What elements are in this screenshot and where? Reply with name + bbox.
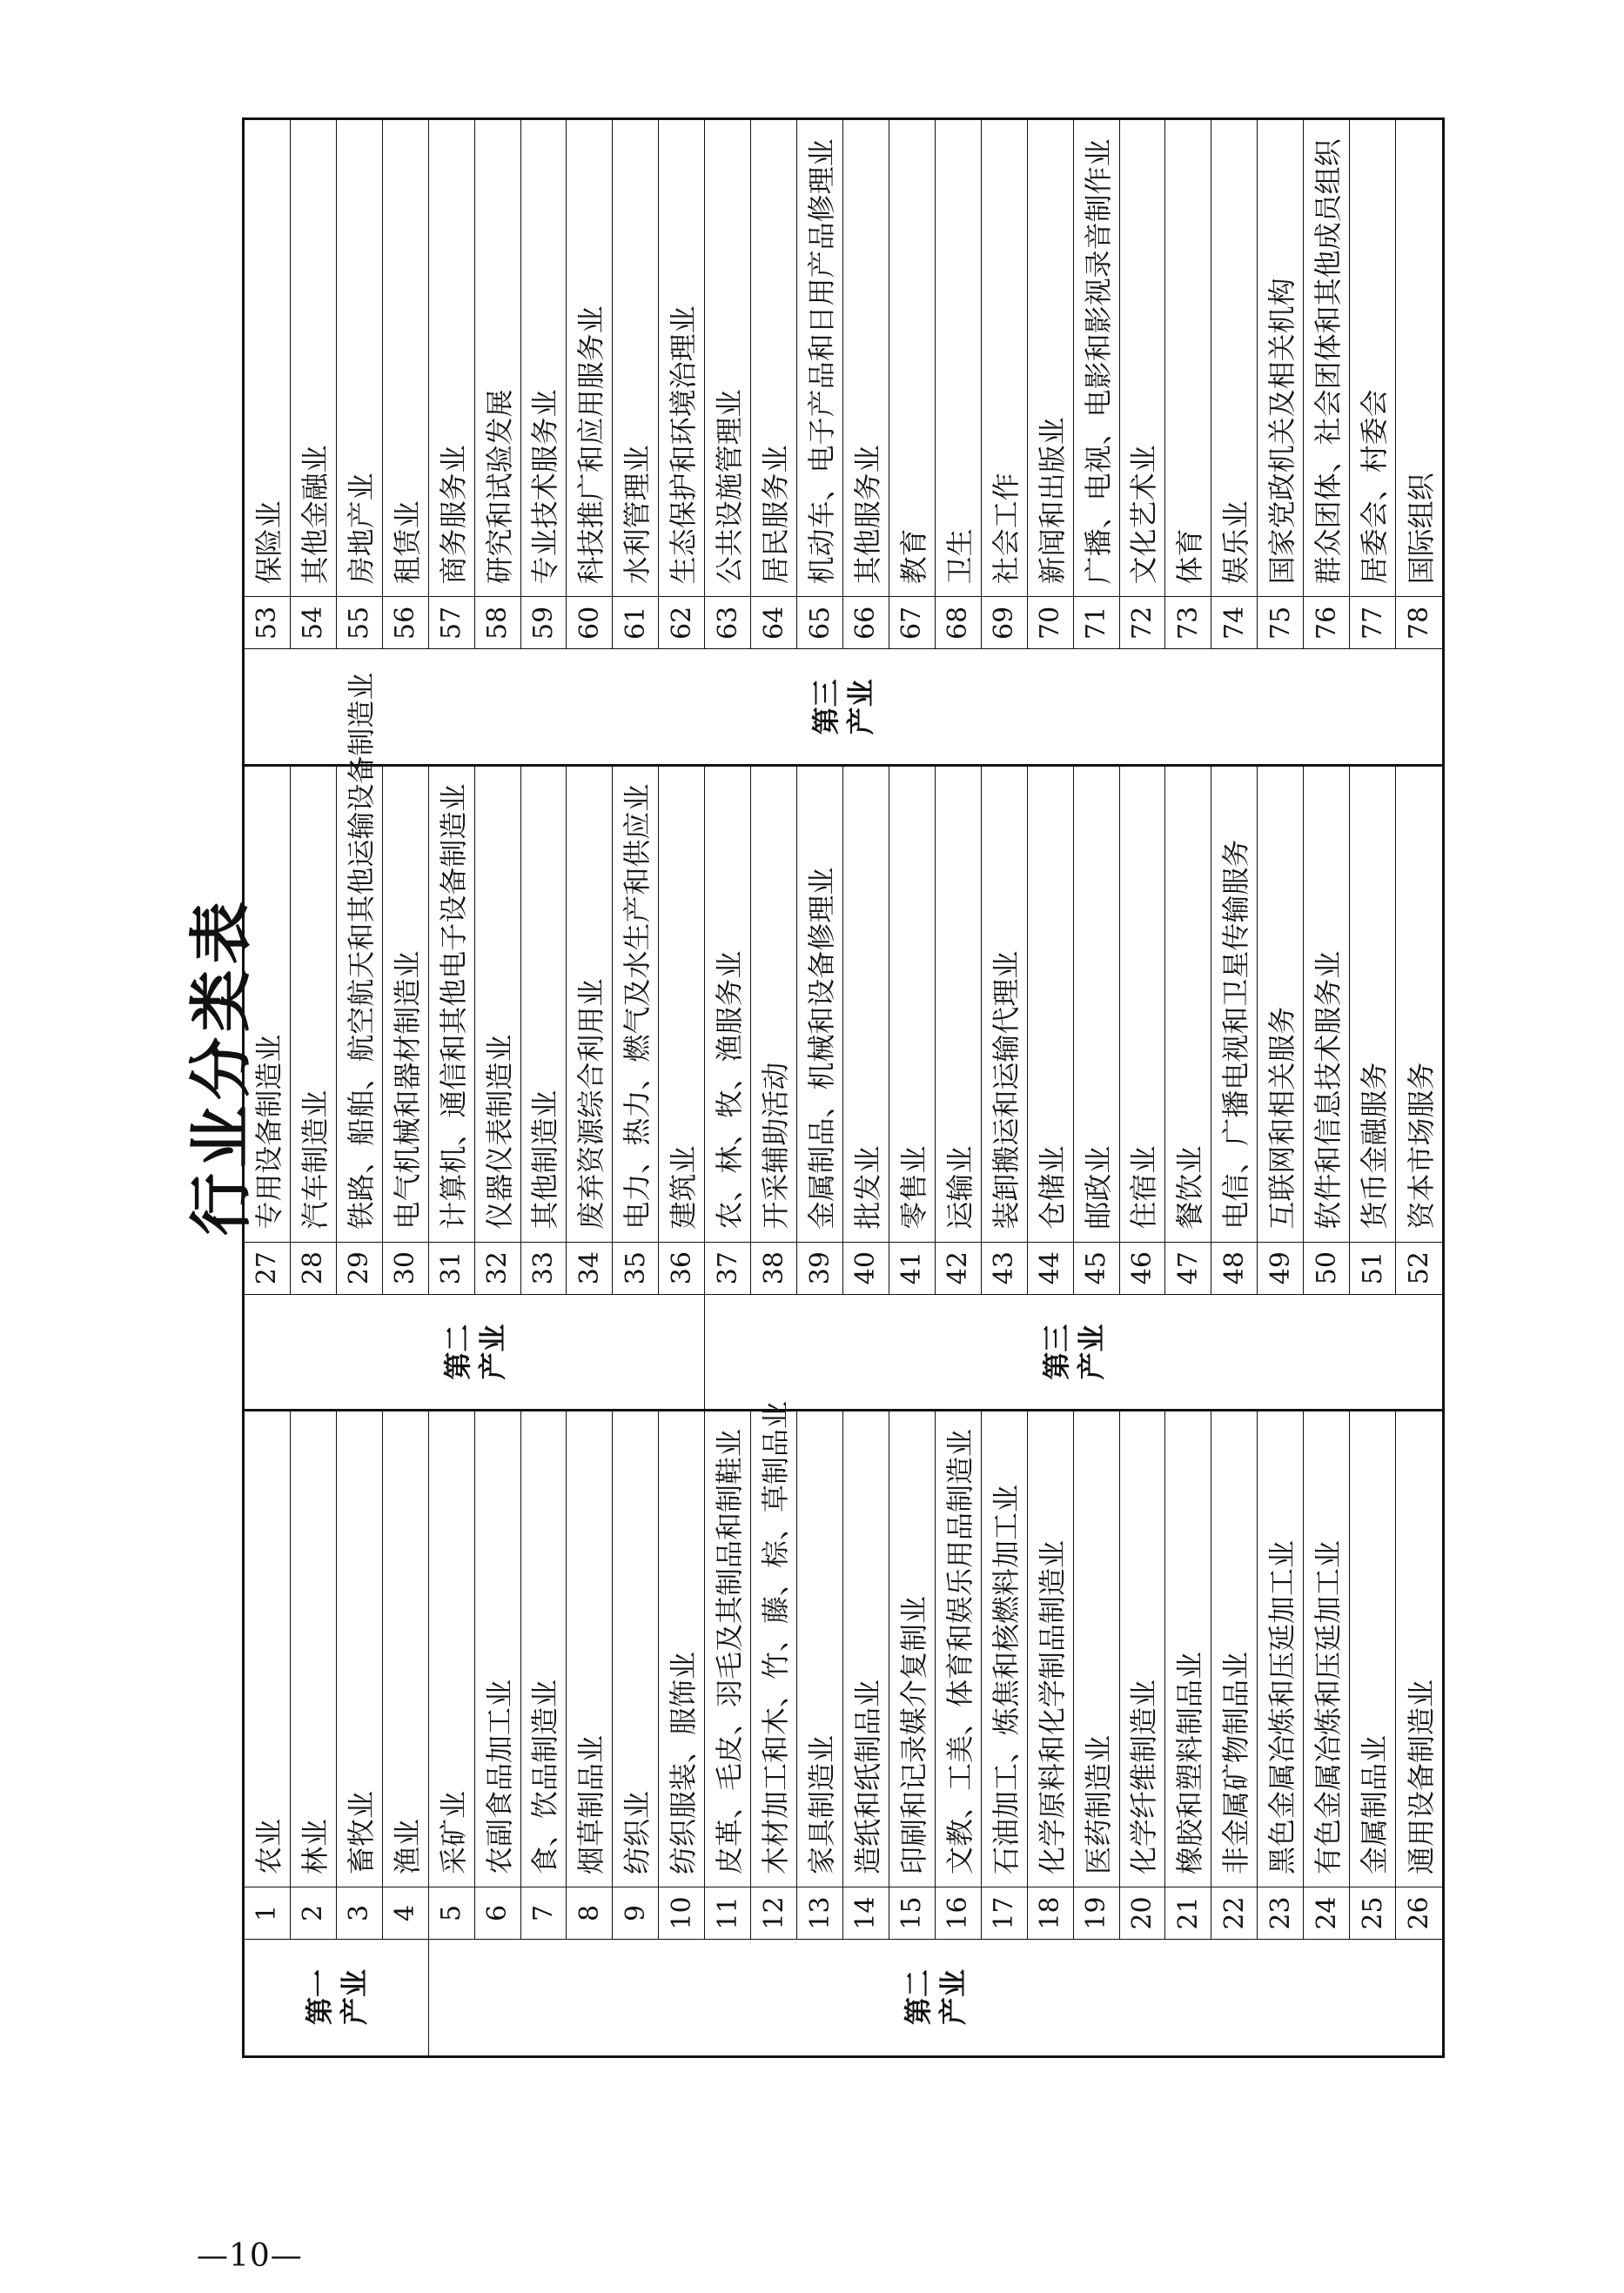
industry-name: 装卸搬运和运输代理业 [989, 950, 1023, 1230]
row-number: 18 [1028, 1887, 1073, 1939]
industry-name: 农、林、牧、渔服务业 [713, 950, 747, 1230]
table-row [1074, 765, 1120, 1293]
table-row [1028, 1411, 1074, 1939]
row-number: 77 [1350, 596, 1395, 648]
table-row [1258, 1411, 1304, 1939]
industry-name: 保险业 [252, 500, 285, 585]
industry-name: 居委会、村委会 [1358, 389, 1392, 585]
table-row [337, 1411, 383, 1939]
sector-label [901, 1969, 970, 2025]
industry-name: 水利管理业 [621, 445, 654, 585]
row-number: 58 [475, 596, 520, 648]
table-row [1396, 1411, 1442, 1939]
industry-name: 其他服务业 [850, 445, 884, 585]
table-row [291, 765, 337, 1293]
industry-name: 金属制品、机械和设备修理业 [805, 867, 839, 1230]
industry-name: 农业 [252, 1818, 285, 1874]
industry-name: 社会工作 [989, 473, 1023, 585]
industry-name: 租赁业 [390, 500, 424, 585]
table-row [1258, 765, 1304, 1293]
table-row [1211, 765, 1258, 1293]
row-number: 63 [705, 596, 750, 648]
row-number: 38 [751, 1242, 796, 1294]
row-number: 56 [383, 596, 428, 648]
industry-name: 医药制造业 [1081, 1734, 1115, 1874]
industry-name: 电信、广播电视和卫星传输服务 [1219, 839, 1253, 1230]
row-number: 4 [383, 1887, 428, 1939]
sector-label [809, 679, 878, 734]
table-row [797, 1411, 843, 1939]
row-number: 36 [659, 1242, 704, 1294]
table-row [982, 120, 1028, 648]
row-number: 73 [1165, 596, 1211, 648]
row-number: 41 [889, 1242, 935, 1294]
table-row [429, 1411, 475, 1939]
table-row [475, 120, 521, 648]
row-number: 75 [1258, 596, 1303, 648]
industry-name: 纺织业 [621, 1790, 654, 1874]
industry-name: 烟草制品业 [574, 1734, 608, 1874]
industry-name: 商务服务业 [436, 445, 470, 585]
industry-name: 公共设施管理业 [713, 389, 747, 585]
row-number: 29 [337, 1242, 382, 1294]
page-number: —10— [197, 2238, 303, 2274]
row-number: 23 [1258, 1887, 1303, 1939]
table-row [843, 765, 889, 1293]
sector-label-line1: 第一 [302, 1968, 336, 2025]
table-row [889, 120, 936, 648]
row-number: 49 [1258, 1242, 1303, 1294]
row-number: 48 [1211, 1242, 1257, 1294]
row-number: 9 [613, 1887, 658, 1939]
row-number: 50 [1304, 1242, 1349, 1294]
industry-name: 农副食品加工业 [482, 1679, 516, 1874]
table-row [797, 765, 843, 1293]
row-number: 17 [982, 1887, 1027, 1939]
table-row [291, 120, 337, 648]
industry-name: 金属制品业 [1358, 1734, 1392, 1874]
row-number: 15 [889, 1887, 935, 1939]
table-row [291, 1411, 337, 1939]
row-number: 45 [1074, 1242, 1119, 1294]
industry-name: 居民服务业 [759, 445, 793, 585]
industry-name: 计算机、通信和其他电子设备制造业 [436, 783, 470, 1230]
row-number: 25 [1350, 1887, 1395, 1939]
industry-name: 机动车、电子产品和日用产品修理业 [805, 138, 839, 585]
row-number: 6 [475, 1887, 520, 1939]
sector-group [245, 1939, 429, 2055]
sector-group [245, 648, 1442, 765]
sector-label-line1: 第二 [901, 1968, 935, 2025]
row-number: 8 [567, 1887, 612, 1939]
row-number: 47 [1165, 1242, 1211, 1294]
table-row [245, 1411, 291, 1939]
industry-name: 造纸和纸制品业 [850, 1679, 884, 1874]
industry-name: 专业技术服务业 [528, 389, 562, 585]
row-number: 68 [936, 596, 981, 648]
table-row [1396, 120, 1442, 648]
row-number: 62 [659, 596, 704, 648]
row-number: 24 [1304, 1887, 1349, 1939]
sector-label-line1: 第三 [809, 679, 842, 735]
row-number: 32 [475, 1242, 520, 1294]
row-number: 59 [521, 596, 567, 648]
table-row [1211, 1411, 1258, 1939]
industry-name: 黑色金属冶炼和压延加工业 [1265, 1539, 1299, 1874]
table-row [751, 765, 797, 1293]
row-number: 65 [797, 596, 842, 648]
table-row [1120, 1411, 1166, 1939]
row-number: 54 [291, 596, 336, 648]
row-number: 2 [291, 1887, 336, 1939]
table-row [475, 765, 521, 1293]
table-row [1258, 120, 1304, 648]
table-row [245, 120, 291, 648]
table-row [705, 120, 751, 648]
table-row [383, 1411, 429, 1939]
industry-name: 娱乐业 [1219, 500, 1253, 585]
table-row [936, 120, 982, 648]
industry-name: 科技推广和应用服务业 [574, 305, 608, 585]
row-number: 71 [1074, 596, 1119, 648]
industry-table [242, 117, 1445, 2058]
table-row [475, 1411, 521, 1939]
sector-label [1039, 1324, 1109, 1380]
industry-name: 文化艺术业 [1127, 445, 1161, 585]
row-number: 7 [521, 1887, 567, 1939]
table-row [1120, 765, 1166, 1293]
table-row [797, 120, 843, 648]
row-number: 14 [843, 1887, 889, 1939]
table-row [1074, 120, 1120, 648]
industry-name: 体育 [1173, 528, 1207, 585]
row-number: 74 [1211, 596, 1257, 648]
row-number: 22 [1211, 1887, 1257, 1939]
sector-label-line1: 第三 [1039, 1324, 1073, 1380]
industry-name: 畜牧业 [344, 1790, 378, 1874]
row-number: 66 [843, 596, 889, 648]
row-number: 5 [429, 1887, 474, 1939]
table-row [705, 765, 751, 1293]
row-number: 31 [429, 1242, 474, 1294]
row-number: 20 [1120, 1887, 1165, 1939]
row-number: 10 [659, 1887, 704, 1939]
industry-name: 卫生 [943, 528, 976, 585]
row-number: 35 [613, 1242, 658, 1294]
industry-name: 非金属矿物制品业 [1219, 1651, 1253, 1874]
industry-name: 化学原料和化学制品制造业 [1035, 1539, 1069, 1874]
industry-name: 货币金融服务 [1358, 1062, 1392, 1230]
industry-name: 互联网和相关服务 [1265, 1006, 1299, 1230]
table-row [889, 1411, 936, 1939]
industry-name: 生态保护和环境治理业 [667, 305, 701, 585]
industry-name: 国际组织 [1404, 473, 1438, 585]
table-row [1165, 765, 1211, 1293]
table-row [383, 765, 429, 1293]
sector-label-line2: 产业 [844, 679, 877, 735]
table-row [1028, 120, 1074, 648]
industry-name: 仪器仪表制造业 [482, 1034, 516, 1230]
table-row [659, 1411, 705, 1939]
industry-name: 皮革、毛皮、羽毛及其制品和制鞋业 [713, 1428, 747, 1874]
row-number: 57 [429, 596, 474, 648]
row-number: 1 [245, 1887, 290, 1939]
industry-name: 汽车制造业 [298, 1090, 332, 1230]
industry-name: 房地产业 [344, 473, 378, 585]
table-row [982, 1411, 1028, 1939]
industry-name: 开采辅助活动 [759, 1062, 793, 1230]
row-number: 78 [1396, 596, 1442, 648]
row-number: 40 [843, 1242, 889, 1294]
row-number: 67 [889, 596, 935, 648]
row-number: 16 [936, 1887, 981, 1939]
table-row [982, 765, 1028, 1293]
table-row [1350, 765, 1396, 1293]
table-row [843, 1411, 889, 1939]
row-number: 61 [613, 596, 658, 648]
table-row [1074, 1411, 1120, 1939]
table-row [567, 120, 613, 648]
industry-name: 纺织服装、服饰业 [667, 1651, 701, 1874]
table-row [751, 1400, 797, 1939]
row-number: 28 [291, 1242, 336, 1294]
table-column-1 [245, 1400, 1442, 2055]
industry-name: 文教、工美、体育和娱乐用品制造业 [943, 1428, 976, 1874]
industry-name: 铁路、船舶、航空航天和其他运输设备制造业 [344, 672, 378, 1230]
sector-label-line2: 产业 [337, 1968, 371, 2025]
industry-name: 专用设备制造业 [252, 1034, 285, 1230]
row-number: 26 [1396, 1887, 1442, 1939]
row-number: 12 [751, 1887, 796, 1939]
table-row [751, 120, 797, 648]
table-row [1211, 120, 1258, 648]
industry-name: 电气机械和器材制造业 [390, 950, 424, 1230]
industry-name: 渔业 [390, 1818, 424, 1874]
industry-name: 石油加工、炼焦和核燃料加工业 [989, 1484, 1023, 1874]
table-row [1165, 1411, 1211, 1939]
industry-name: 研究和试验发展 [482, 389, 516, 585]
row-number: 52 [1396, 1242, 1442, 1294]
table-row [383, 120, 429, 648]
row-number: 55 [337, 596, 382, 648]
table-row [521, 120, 567, 648]
industry-name: 运输业 [943, 1145, 976, 1230]
row-number: 44 [1028, 1242, 1073, 1294]
row-number: 33 [521, 1242, 567, 1294]
table-row [889, 765, 936, 1293]
page-title: 行业分类表 [184, 896, 258, 1237]
industry-name: 采矿业 [436, 1790, 470, 1874]
row-number: 43 [982, 1242, 1027, 1294]
sector-label [302, 1969, 372, 2025]
industry-name: 新闻和出版业 [1035, 417, 1069, 585]
industry-name: 其他制造业 [528, 1090, 562, 1230]
table-column-2 [245, 672, 1442, 1410]
table-row [659, 120, 705, 648]
row-number: 72 [1120, 596, 1165, 648]
industry-name: 零售业 [896, 1145, 930, 1230]
industry-name: 家具制造业 [805, 1734, 839, 1874]
table-row [843, 120, 889, 648]
row-number: 13 [797, 1887, 842, 1939]
row-number: 51 [1350, 1242, 1395, 1294]
table-row [936, 765, 982, 1293]
sector-group [245, 1294, 705, 1411]
industry-name: 废弃资源综合利用业 [574, 978, 608, 1230]
row-number: 27 [245, 1242, 290, 1294]
industry-name: 广播、电视、电影和影视录音制作业 [1081, 138, 1115, 585]
sector-label [440, 1324, 510, 1380]
table-row [567, 1411, 613, 1939]
table-row [245, 765, 291, 1293]
row-number: 76 [1304, 596, 1349, 648]
row-number: 34 [567, 1242, 612, 1294]
table-row [936, 1411, 982, 1939]
row-number: 11 [705, 1887, 750, 1939]
row-number: 60 [567, 596, 612, 648]
row-number: 3 [337, 1887, 382, 1939]
table-row [1165, 120, 1211, 648]
row-number: 19 [1074, 1887, 1119, 1939]
industry-name: 电力、热力、燃气及水生产和供应业 [621, 783, 654, 1230]
table-row [613, 1411, 659, 1939]
row-number: 69 [982, 596, 1027, 648]
table-row [659, 765, 705, 1293]
row-number: 39 [797, 1242, 842, 1294]
industry-name: 餐饮业 [1173, 1145, 1207, 1230]
row-number: 30 [383, 1242, 428, 1294]
sector-group [705, 1294, 1442, 1411]
row-number: 37 [705, 1242, 750, 1294]
industry-name: 资本市场服务 [1404, 1062, 1438, 1230]
industry-name: 教育 [896, 528, 930, 585]
table-row [567, 765, 613, 1293]
table-row [521, 1411, 567, 1939]
table-row [1304, 1411, 1350, 1939]
table-row [613, 120, 659, 648]
industry-name: 食、饮品制造业 [528, 1679, 562, 1874]
industry-name: 通用设备制造业 [1404, 1679, 1438, 1874]
industry-name: 建筑业 [667, 1145, 701, 1230]
table-row [1120, 120, 1166, 648]
row-number: 70 [1028, 596, 1073, 648]
row-number: 42 [936, 1242, 981, 1294]
table-row [1350, 1411, 1396, 1939]
industry-name: 群众团体、社会团体和其他成员组织 [1312, 138, 1346, 585]
table-column-3 [245, 120, 1442, 765]
sector-group [429, 1939, 1442, 2055]
table-row [337, 672, 383, 1293]
table-row [1304, 765, 1350, 1293]
table-row [613, 765, 659, 1293]
sector-label-line2: 产业 [475, 1324, 509, 1380]
sector-label-line2: 产业 [1074, 1324, 1108, 1380]
industry-name: 仓储业 [1035, 1145, 1069, 1230]
industry-name: 国家党政机关及相关机构 [1265, 278, 1299, 585]
industry-name: 印刷和记录媒介复制业 [896, 1595, 930, 1874]
table-row [1028, 765, 1074, 1293]
row-number: 21 [1165, 1887, 1211, 1939]
industry-name: 批发业 [850, 1145, 884, 1230]
sector-label-line1: 第二 [440, 1324, 474, 1380]
table-row [429, 765, 475, 1293]
table-row [429, 120, 475, 648]
industry-name: 其他金融业 [298, 445, 332, 585]
industry-name: 住宿业 [1127, 1145, 1161, 1230]
industry-name: 有色金属冶炼和压延加工业 [1312, 1539, 1346, 1874]
row-number: 46 [1120, 1242, 1165, 1294]
table-row [705, 1411, 751, 1939]
sector-label-line2: 产业 [936, 1968, 970, 2025]
industry-name: 邮政业 [1081, 1145, 1115, 1230]
row-number: 53 [245, 596, 290, 648]
industry-name: 橡胶和塑料制品业 [1173, 1651, 1207, 1874]
table-row [521, 765, 567, 1293]
table-row [1396, 765, 1442, 1293]
table-row [1350, 120, 1396, 648]
table-row [337, 120, 383, 648]
table-row [1304, 120, 1350, 648]
industry-name: 软件和信息技术服务业 [1312, 950, 1346, 1230]
industry-name: 林业 [298, 1818, 332, 1874]
industry-name: 木材加工和木、竹、藤、棕、草制品业 [759, 1400, 793, 1874]
industry-name: 化学纤维制造业 [1127, 1679, 1161, 1874]
row-number: 64 [751, 596, 796, 648]
